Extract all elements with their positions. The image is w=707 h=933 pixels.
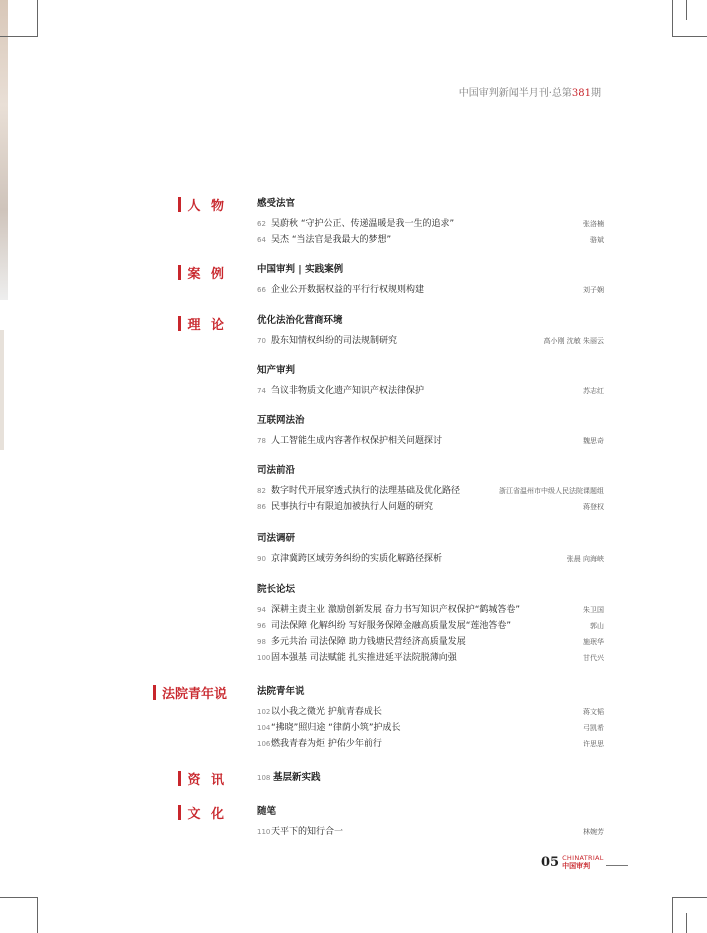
- section-label-text: 法院青年说: [161, 686, 227, 702]
- toc-entry[interactable]: [257, 216, 604, 232]
- toc-entry[interactable]: [257, 704, 604, 720]
- footer-rule: [606, 865, 628, 866]
- section-label-culture: [178, 804, 227, 820]
- crop-mark: [0, 897, 38, 898]
- toc-group: [257, 770, 604, 786]
- entry-author: 弓凯希: [583, 724, 604, 732]
- entry-author: 许思思: [583, 740, 604, 748]
- entry-title: 固本强基 司法赋能 扎实推进延平法院脱薄向强: [271, 653, 457, 663]
- section-label-youth: [153, 684, 227, 700]
- entry-title: 多元共治 司法保障 助力钱塘民营经济高质量发展: [271, 637, 466, 647]
- toc-entry[interactable]: [257, 720, 604, 736]
- entry-author: 高小刚 沈敏 朱丽云: [543, 337, 604, 345]
- section-label-text: 人 物: [187, 198, 227, 214]
- section-label-text: 案 例: [187, 266, 227, 282]
- toc-entry[interactable]: [257, 282, 604, 298]
- entry-page: 78: [257, 437, 266, 445]
- entry-title: 燃我青春为炬 护佑少年前行: [271, 739, 382, 749]
- entry-page: 106: [257, 740, 271, 748]
- crop-mark: [37, 0, 38, 36]
- toc-group: [257, 413, 604, 449]
- entry-author: 浙江省温州市中级人民法院课题组: [499, 487, 604, 495]
- toc-entry[interactable]: [257, 650, 604, 666]
- entry-page: 74: [257, 387, 266, 395]
- entry-title: “拂晓”照归途 “律荫小筑”护成长: [271, 723, 401, 733]
- group-heading: 司法调研: [257, 533, 296, 544]
- entry-title: 股东知情权纠纷的司法规制研究: [271, 336, 398, 346]
- group-heading: 知产审判: [257, 365, 296, 376]
- entry-page: 104: [257, 724, 271, 732]
- toc-group: [257, 313, 604, 349]
- entry-page: 86: [257, 503, 266, 511]
- crop-mark: [0, 36, 38, 37]
- entry-author: 朱卫国: [583, 606, 604, 614]
- toc-entry[interactable]: [257, 824, 604, 840]
- toc-group: [257, 582, 604, 666]
- group-heading: 中国审判 | 实践案例: [257, 264, 344, 275]
- group-heading: 随笔: [257, 806, 277, 817]
- toc-entry[interactable]: [257, 736, 604, 752]
- entry-title: 民事执行中有限追加被执行人问题的研究: [271, 502, 434, 512]
- section-bar: [178, 316, 181, 331]
- page-number: 05: [541, 855, 560, 870]
- group-heading: 司法前沿: [257, 465, 296, 476]
- entry-title: 以小我之微光 护航青春成长: [271, 707, 382, 717]
- toc-group: [257, 531, 604, 567]
- entry-title: 深耕主责主业 激励创新发展 奋力书写知识产权保护“鹤城答卷”: [271, 605, 521, 615]
- crop-mark: [672, 897, 673, 933]
- toc-entry[interactable]: [257, 333, 604, 349]
- entry-page: 98: [257, 638, 266, 646]
- entry-page: 90: [257, 555, 266, 563]
- entry-page: 82: [257, 487, 266, 495]
- group-heading: 互联网法治: [257, 415, 305, 426]
- entry-title: 企业公开数据权益的平行行权规则构建: [271, 285, 425, 295]
- entry-title: 吴蔚秋 “守护公正、传递温暖是我一生的追求”: [271, 219, 455, 229]
- entry-title: 京津冀跨区域劳务纠纷的实质化解路径探析: [271, 554, 443, 564]
- toc-entry[interactable]: [257, 602, 604, 618]
- group-heading: 基层新实践: [273, 772, 321, 783]
- section-label-theory: [178, 315, 227, 331]
- page-footer: [541, 854, 628, 870]
- toc-entry[interactable]: [257, 770, 604, 786]
- entry-page: 62: [257, 220, 266, 228]
- entry-author: 郭山: [590, 622, 604, 630]
- toc-group: [257, 262, 604, 298]
- entry-author: 张晨 向海峡: [566, 555, 604, 563]
- entry-author: 魏思奇: [583, 437, 604, 445]
- toc-group: [257, 463, 604, 515]
- toc-entry[interactable]: [257, 634, 604, 650]
- entry-author: 甘代兴: [583, 654, 604, 662]
- toc-group: [257, 196, 604, 248]
- crop-mark: [686, 0, 687, 20]
- entry-author: 苏志红: [583, 387, 604, 395]
- section-label-news: [178, 770, 227, 786]
- entry-author: 蒋文韬: [583, 708, 604, 716]
- group-heading: 优化法治化营商环境: [257, 315, 343, 326]
- entry-author: 刘子娴: [583, 286, 604, 294]
- section-bar: [178, 805, 181, 820]
- toc-entry[interactable]: [257, 433, 604, 449]
- section-label-cases: [178, 264, 227, 280]
- group-heading: 感受法官: [257, 198, 296, 209]
- entry-page: 66: [257, 286, 266, 294]
- entry-title: 天平下的知行合一: [271, 827, 344, 837]
- toc-entry[interactable]: [257, 618, 604, 634]
- entry-page: 108: [257, 774, 271, 782]
- group-heading: 法院青年说: [257, 686, 305, 697]
- entry-title: 人工智能生成内容著作权保护相关问题探讨: [271, 436, 443, 446]
- left-edge-photo-strip-lower: [0, 330, 4, 450]
- section-bar: [178, 771, 181, 786]
- crop-mark: [672, 36, 707, 37]
- issue-prefix: 中国审判新闻半月刊·总第: [458, 88, 572, 99]
- section-label-text: 资 讯: [187, 772, 227, 788]
- toc-entry[interactable]: [257, 383, 604, 399]
- toc-entry[interactable]: [257, 551, 604, 567]
- section-bar: [178, 197, 181, 212]
- brand-chinese: 中国审判: [562, 862, 591, 870]
- brand-english: CHINATRIAL: [562, 854, 604, 862]
- toc-group: [257, 363, 604, 399]
- entry-page: 64: [257, 236, 266, 244]
- brand-logo: [562, 854, 604, 870]
- entry-author: 骆斌: [590, 236, 604, 244]
- issue-suffix: 期: [591, 88, 601, 99]
- entry-title: 吴杰 “当法官是我最大的梦想”: [271, 235, 392, 245]
- toc-entry[interactable]: [257, 499, 604, 515]
- entry-page: 102: [257, 708, 271, 716]
- section-label-people: [178, 196, 227, 212]
- entry-author: 施珉华: [583, 638, 604, 646]
- section-bar: [178, 265, 181, 280]
- entry-title: 司法保障 化解纠纷 写好服务保障金融高质量发展“莲池答卷”: [271, 621, 512, 631]
- toc-group: [257, 804, 604, 840]
- toc-entry[interactable]: [257, 232, 604, 248]
- section-label-text: 文 化: [187, 806, 227, 822]
- entry-title: 数字时代开展穿透式执行的法理基础及优化路径: [271, 486, 461, 496]
- entry-page: 100: [257, 654, 271, 662]
- entry-page: 110: [257, 828, 271, 836]
- entry-author: 张洛楠: [583, 220, 604, 228]
- entry-page: 96: [257, 622, 266, 630]
- toc-group: [257, 684, 604, 752]
- left-edge-photo-strip: [0, 0, 8, 300]
- entry-author: 蒋登权: [583, 503, 604, 511]
- entry-author: 林婉芳: [583, 828, 604, 836]
- entry-title: 刍议非物质文化遗产知识产权法律保护: [271, 386, 425, 396]
- issue-number: 381: [571, 88, 591, 99]
- journal-issue-header: [459, 84, 601, 99]
- toc-entry[interactable]: [257, 483, 604, 499]
- group-heading: 院长论坛: [257, 584, 296, 595]
- crop-mark: [672, 897, 707, 898]
- entry-page: 70: [257, 337, 266, 345]
- crop-mark: [37, 897, 38, 933]
- crop-mark: [686, 913, 687, 933]
- crop-mark: [672, 0, 673, 36]
- section-label-text: 理 论: [187, 317, 227, 333]
- entry-page: 94: [257, 606, 266, 614]
- section-bar: [153, 685, 156, 700]
